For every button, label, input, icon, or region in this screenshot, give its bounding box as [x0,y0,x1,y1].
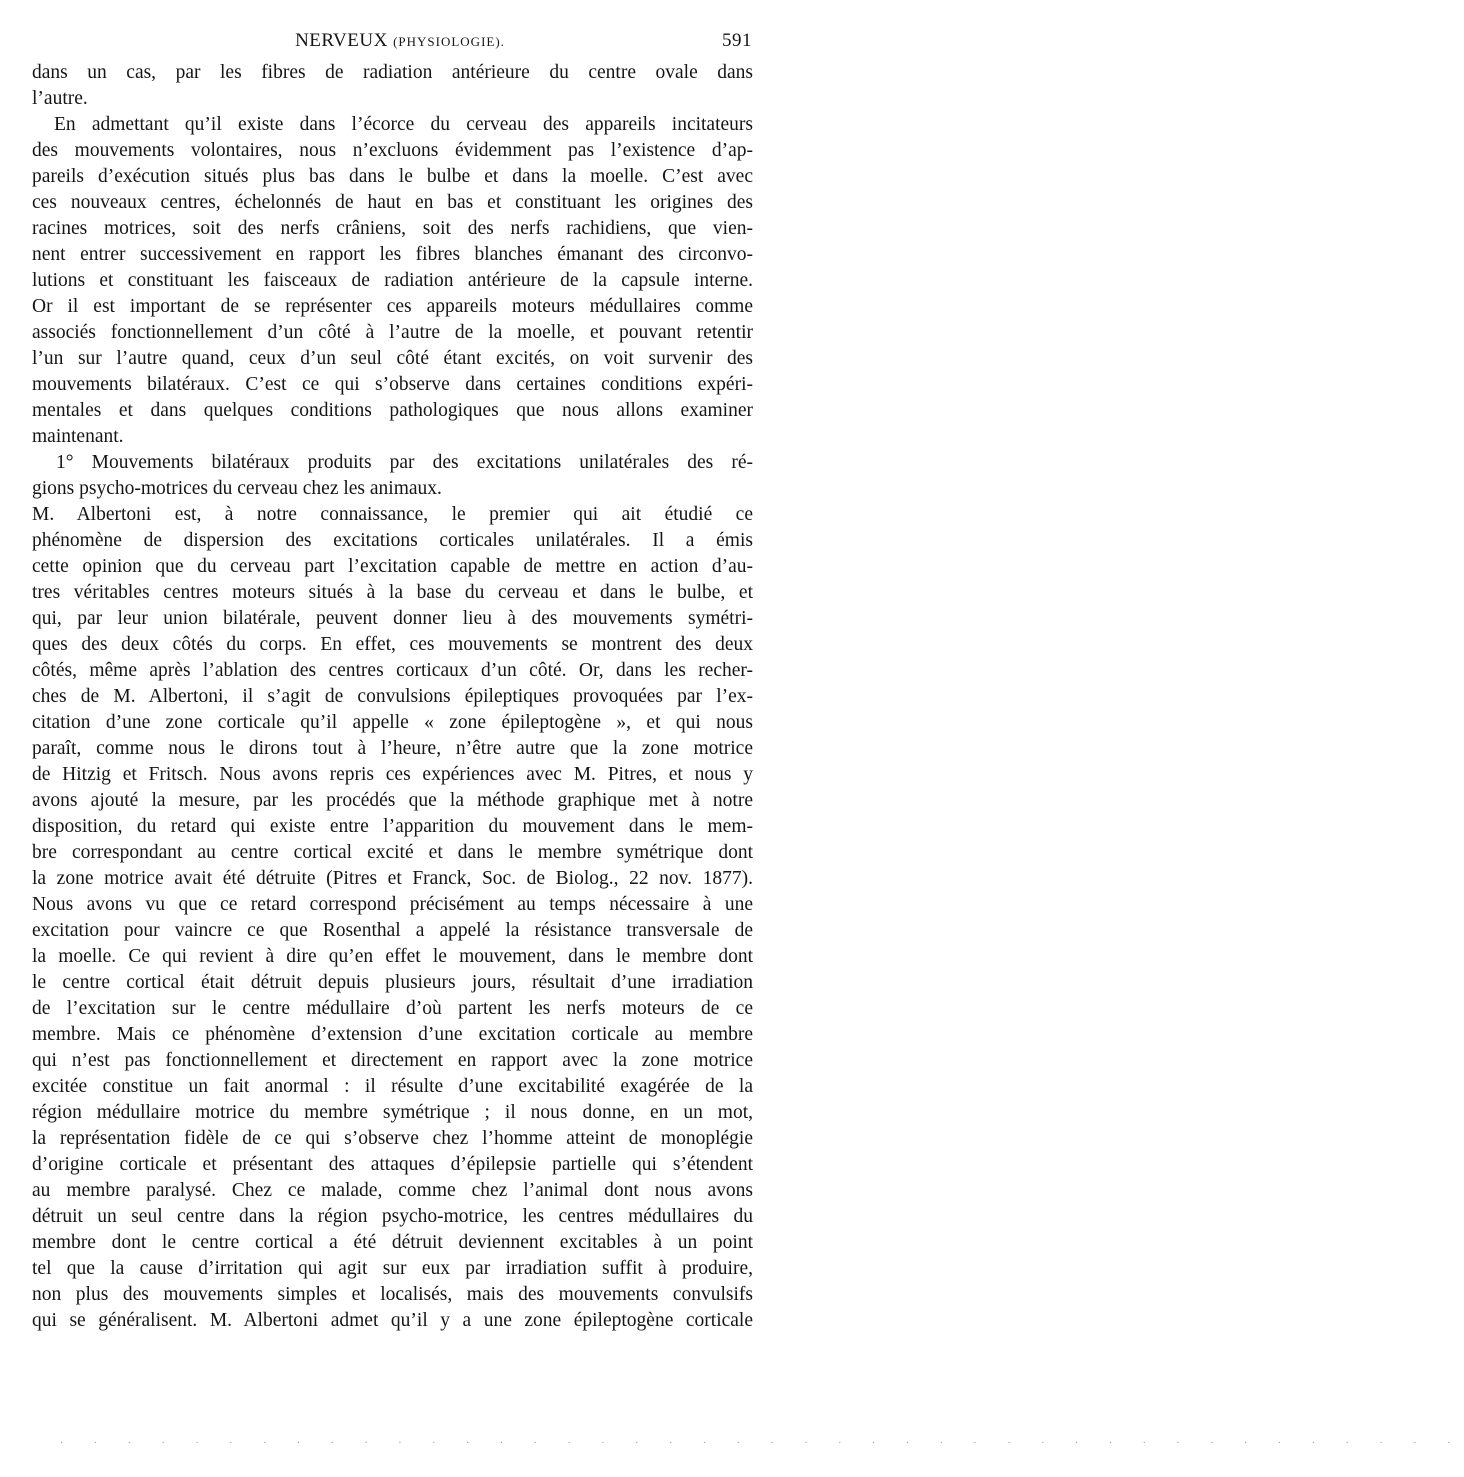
text-line: membre dont le centre cortical a été détruit deviennent excitables à un point [32,1232,753,1253]
text-line: région médullaire motrice du membre symétrique ; il nous donne, en un mot, [32,1102,753,1123]
text-line: mouvements bilatéraux. C’est ce qui s’observe dans certaines conditions expéri- [32,374,753,395]
text-line: racines motrices, soit des nerfs crâniens, soit des nerfs rachidiens, que vien- [32,218,753,239]
text-line: lutions et constituant les faisceaux de radiation antérieure de la capsule interne. [32,270,753,291]
text-line: des mouvements volontaires, nous n’excluons évidemment pas l’existence d’ap- [32,140,753,161]
text-line: d’origine corticale et présentant des attaques d’épilepsie partielle qui s’étendent [32,1154,753,1175]
text-line: dans un cas, par les fibres de radiation antérieure du centre ovale dans [32,62,753,83]
text-line: au membre paralysé. Chez ce malade, comme chez l’animal dont nous avons [32,1180,753,1201]
page-footer-specks: · · · · · · · · · · · · · · · · · · · · · · · · · · · · · · · · · · · · · · · · · · [60,1438,1464,1449]
text-line: de l’excitation sur le centre médullaire d’où partent les nerfs moteurs de ce [32,998,753,1019]
text-line: qui se généralisent. M. Albertoni admet qu’il y a une zone épileptogène corticale [32,1310,753,1331]
text-line: la zone motrice avait été détruite (Pitres et Franck, Soc. de Biolog., 22 nov. 1877). [32,868,753,889]
text-line: maintenant. [32,426,124,447]
text-line: qui n’est pas fonctionnellement et directement en rapport avec la zone motrice [32,1050,753,1071]
text-line: Or il est important de se représenter ces appareils moteurs médullaires comme [32,296,753,317]
running-title-main: NERVEUX [295,30,388,51]
text-line: tres véritables centres moteurs situés à la base du cerveau et dans le bulbe, et [32,582,753,603]
text-line: côtés, même après l’ablation des centres corticaux d’un côté. Or, dans les recher- [32,660,753,681]
text-line: En admettant qu’il existe dans l’écorce du cerveau des appareils incitateurs [54,114,753,135]
text-line: Nous avons vu que ce retard correspond précisément au temps nécessaire à une [32,894,753,915]
text-line: nent entrer successivement en rapport les fibres blanches émanant des circonvo- [32,244,753,265]
text-line: paraît, comme nous le dirons tout à l’heure, n’être autre que la zone motrice [32,738,753,759]
section-heading-line: gions psycho-motrices du cerveau chez les animaux. [32,478,442,499]
text-line: phénomène de dispersion des excitations corticales unilatérales. Il a émis [32,530,753,551]
running-head [0,30,800,58]
section-heading-line: 1° Mouvements bilatéraux produits par des excitations unilatérales des ré- [56,452,753,473]
running-title [0,30,800,52]
text-line: ces nouveaux centres, échelonnés de haut en bas et constituant les origines des [32,192,753,213]
running-title-subject: (PHYSIOLOGIE). [393,34,505,49]
text-line: excitation pour vaincre ce que Rosenthal a appelé la résistance transversale de [32,920,753,941]
text-line: détruit un seul centre dans la région psycho-motrice, les centres médullaires du [32,1206,753,1227]
text-line: ques des deux côtés du corps. En effet, ces mouvements se montrent des deux [32,634,753,655]
text-line: excitée constitue un fait anormal : il résulte d’une excitabilité exagérée de la [32,1076,753,1097]
text-line: qui, par leur union bilatérale, peuvent donner lieu à des mouvements symétri- [32,608,753,629]
text-line: citation d’une zone corticale qu’il appelle « zone épileptogène », et qui nous [32,712,753,733]
text-line: membre. Mais ce phénomène d’extension d’une excitation corticale au membre [32,1024,753,1045]
text-line: ches de M. Albertoni, il s’agit de convulsions épileptiques provoquées par l’ex- [32,686,753,707]
text-line: cette opinion que du cerveau part l’excitation capable de mettre en action d’au- [32,556,753,577]
text-line: le centre cortical était détruit depuis plusieurs jours, résultait d’une irradiation [32,972,753,993]
text-line: avons ajouté la mesure, par les procédés que la méthode graphique met à notre [32,790,753,811]
text-line: associés fonctionnellement d’un côté à l’autre de la moelle, et pouvant retentir [32,322,753,343]
text-line: bre correspondant au centre cortical excité et dans le membre symétrique dont [32,842,753,863]
text-line: l’un sur l’autre quand, ceux d’un seul côté étant excités, on voit survenir des [32,348,753,369]
body-text [32,60,753,1334]
text-line: mentales et dans quelques conditions pathologiques que nous allons examiner [32,400,753,421]
text-line: la moelle. Ce qui revient à dire qu’en effet le mouvement, dans le membre dont [32,946,753,967]
text-line: l’autre. [32,88,88,109]
text-line: pareils d’exécution situés plus bas dans le bulbe et dans la moelle. C’est avec [32,166,753,187]
text-line: non plus des mouvements simples et localisés, mais des mouvements convulsifs [32,1284,753,1305]
text-line: tel que la cause d’irritation qui agit sur eux par irradiation suffit à produire, [32,1258,753,1279]
page-number: 591 [722,30,752,51]
text-line: M. Albertoni est, à notre connaissance, le premier qui ait étudié ce [32,504,753,525]
text-line: de Hitzig et Fritsch. Nous avons repris ces expériences avec M. Pitres, et nous y [32,764,753,785]
text-line: la représentation fidèle de ce qui s’observe chez l’homme atteint de monoplégie [32,1128,753,1149]
text-line: disposition, du retard qui existe entre l’apparition du mouvement dans le mem- [32,816,753,837]
